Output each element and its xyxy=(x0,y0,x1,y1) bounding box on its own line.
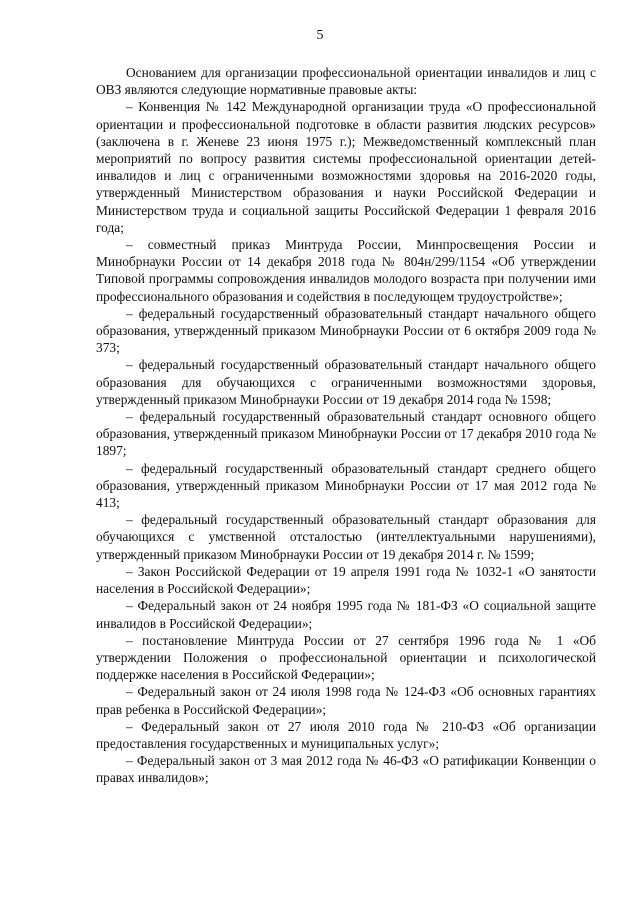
list-item-social-protection-law: – Федеральный закон от 24 ноября 1995 года № 181-ФЗ «О социальной защите инвалидов в Российской Федерации»; xyxy=(96,598,596,631)
list-item-fgos-secondary: – федеральный государственный образовательный стандарт среднего общего образования, утвержденный приказом Минобрнауки России от 17 мая 2012 года № 413; xyxy=(96,460,596,511)
list-item-fgos-primary: – федеральный государственный образовательный стандарт начального общего образования, утвержденный приказом Минобрнауки России от 6 октября 2009 года № 373; xyxy=(96,305,596,356)
page-number: 5 xyxy=(316,28,324,43)
list-item-fgos-intellectual: – федеральный государственный образовательный стандарт образования для обучающихся с умственной отсталостью (интеллектуальными нарушениями), утвержденный приказом Минобрнауки России от 19 декабря 2014 г. № 1599; xyxy=(96,512,596,562)
list-item-employment-law: – Закон Российской Федерации от 19 апреля 1991 года № 1032-1 «О занятости населения в Российской Федерации»; xyxy=(96,563,596,597)
list-item-ilo-convention: – Конвенция № 142 Международной организации труда «О профессиональной ориентации и профессиональной подготовке в области развития людских ресурсов» (заключена в г. Женеве 23 июня 1975 г.); Межведомственный комплексный план мероприятий по вопросу развития системы профессиональной ориентации детей-инвалидов и лиц с ограниченными возможностями здоровья на 2016-2020 годы, утвержденный Министерством образования и науки Российской Федерации и Министерством труда и социальной защиты Российской Федерации 1 февраля 2016 года; xyxy=(96,99,596,235)
intro-paragraph: Основанием для организации профессиональной ориентации инвалидов и лиц с ОВЗ являются следующие нормативные правовые акты: xyxy=(96,65,596,98)
list-item-child-rights-law: – Федеральный закон от 24 июля 1998 года № 124-ФЗ «Об основных гарантиях прав ребенка в Российской Федерации»; xyxy=(96,684,596,717)
document-body xyxy=(96,64,596,787)
list-item-joint-order: – совместный приказ Минтруда России, Минпросвещения России и Минобрнауки России от 14 декабря 2018 года № 804н/299/1154 «Об утверждении Типовой программы сопровождения инвалидов молодого возраста при получении ими профессионального образования и содействия в последующем трудоустройстве»; xyxy=(96,237,596,304)
list-item-fgos-basic: – федеральный государственный образовательный стандарт основного общего образования, утвержденный приказом Минобрнауки России от 17 декабря 2010 года № 1897; xyxy=(96,409,596,459)
list-item-public-services-law: – Федеральный закон от 27 июля 2010 года № 210-ФЗ «Об организации предоставления государственных и муниципальных услуг»; xyxy=(96,718,596,751)
list-item-ratification-law: – Федеральный закон от 3 мая 2012 года № 46-ФЗ «О ратификации Конвенции о правах инвалидов»; xyxy=(96,753,596,786)
list-item-fgos-primary-ovz: – федеральный государственный образовательный стандарт начального общего образования для обучающихся с ограниченными возможностями здоровья, утвержденный приказом Минобрнауки России от 19 декабря 2014 года № 1598; xyxy=(96,357,596,407)
list-item-mintrud-resolution: – постановление Минтруда России от 27 сентября 1996 года № 1 «Об утверждении Положения о профессиональной ориентации и психологической поддержке населения в Российской Федерации»; xyxy=(96,632,596,683)
